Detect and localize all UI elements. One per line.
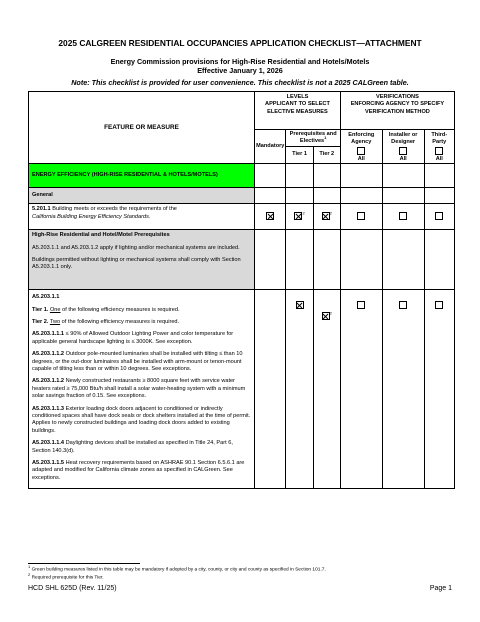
measure-number: A5.203.1.1.2 xyxy=(32,378,65,385)
feature-column-header: FEATURE OR MEASURE xyxy=(29,92,255,164)
footnote-marker: 2 xyxy=(28,572,31,577)
effective-date: Effective January 1, 2026 xyxy=(197,66,283,75)
installer-checkbox[interactable] xyxy=(399,301,407,309)
measure-number: A5.203.1.1.3 xyxy=(32,405,65,412)
third-party-header xyxy=(424,130,454,164)
checklist-table xyxy=(28,91,455,489)
measure-item xyxy=(32,440,251,455)
tier2-requirement xyxy=(32,319,251,326)
tier1-checkbox[interactable] xyxy=(294,210,305,220)
footnote-ref-2: 2 xyxy=(329,310,332,316)
footnote-marker: 1 xyxy=(28,564,31,569)
tier1-requirement xyxy=(32,307,251,314)
installer-label: Installer or Designer xyxy=(388,132,418,146)
high-rise-prerequisites-title: High-Rise Residential and Hotel/Motel Prerequisites xyxy=(32,232,170,239)
measure-item xyxy=(32,351,251,373)
enforcing-agency-all-label: All xyxy=(357,155,365,162)
prerequisites-label: Prerequisites and Electives xyxy=(289,130,337,145)
third-party-all-checkbox[interactable] xyxy=(435,147,443,155)
measure-number: 5.201.1 xyxy=(32,206,51,213)
measure-number: A5.203.1.1.4 xyxy=(32,440,65,447)
enforcing-agency-checkbox[interactable] xyxy=(357,212,365,220)
mandatory-header: Mandatory xyxy=(255,130,286,164)
measure-item xyxy=(32,406,251,436)
measure-a5203-cell xyxy=(29,290,255,489)
tier2-checkbox[interactable] xyxy=(322,312,330,320)
installer-all-label: All xyxy=(399,155,407,162)
footnote-text: Required prerequisite for this Tier. xyxy=(31,575,104,581)
measure-heading: A5.203.1.1 xyxy=(32,294,60,301)
verifications-subtitle: ENFORCING AGENCY TO SPECIFY VERIFICATION METHOD xyxy=(350,101,445,115)
footnote-2 xyxy=(28,572,104,581)
third-party-all-label: All xyxy=(435,155,443,162)
form-id: HCD SHL 625D (Rev. 11/25) xyxy=(28,585,117,592)
measure-item xyxy=(32,378,251,400)
enforcing-agency-all-checkbox[interactable] xyxy=(357,147,365,155)
tier1-checkbox[interactable] xyxy=(296,301,304,309)
tier2-checkbox[interactable] xyxy=(322,212,330,220)
mandatory-checkbox[interactable] xyxy=(266,212,274,220)
page-title: 2025 CALGREEN RESIDENTIAL OCCUPANCIES APPLICATION CHECKLIST—ATTACHMENT xyxy=(58,38,422,48)
measure-text: ≤ 90% of Allowed Outdoor Lighting Power and color temperature for applicable general hardscape lighting is ≤ 3000K. See exception. xyxy=(32,331,234,345)
verifications-title: VERIFICATIONS xyxy=(376,94,419,100)
page-number: Page 1 xyxy=(429,585,452,592)
measure-item xyxy=(32,460,251,482)
measure-number: A5.203.1.1.5 xyxy=(32,460,65,467)
tier2-requirement-label: Tier 2. xyxy=(32,318,49,325)
levels-subtitle: APPLICANT TO SELECT ELECTIVE MEASURES xyxy=(265,101,330,115)
footnote-ref-2: 2 xyxy=(302,210,305,216)
measure-text: Heat recovery requirements based on ASHRAE 90.1 Section 6.5.6.1 are adapted and modified for California climate zones as specified in CALGreen. See exceptions. xyxy=(32,460,245,481)
high-rise-prerequisites-text-1: A5.203.1.1 and A5.203.1.2 apply if lighting and/or mechanical systems are included. xyxy=(32,244,240,251)
enforcing-agency-checkbox[interactable] xyxy=(357,301,365,309)
high-rise-prerequisites-section xyxy=(29,230,255,290)
tier1-requirement-text: of the following efficiency measures is required. xyxy=(62,306,180,313)
prerequisites-header xyxy=(286,130,340,147)
installer-all-checkbox[interactable] xyxy=(399,147,407,155)
installer-checkbox[interactable] xyxy=(399,212,407,220)
tier2-header: Tier 2 xyxy=(313,147,340,164)
installer-header xyxy=(382,130,424,164)
section-energy-efficiency: ENERGY EFFICIENCY (HIGH-RISE RESIDENTIAL & HOTELS/MOTELS) xyxy=(29,164,255,188)
footnote-ref-1: 1 xyxy=(324,135,327,141)
measure-number: A5.203.1.1.1 xyxy=(32,331,65,338)
measure-text-italic: California Building Energy Efficiency Standards. xyxy=(32,213,151,220)
third-party-checkbox[interactable] xyxy=(435,212,443,220)
measure-text: Newly constructed restaurants ≥ 8000 square feet with service water heaters rated ≥ 75,000 Btu/h shall install a solar water-heating system with a minimum solar savings fraction of 0.15. See exceptions. xyxy=(32,378,246,400)
measure-text: Outdoor pole-mounted luminaries shall be installed with tilting ≤ than 10 degrees, or the out-door luminaires shall be installed with arm-mount or tenon-mount capable of tilting less than or within 10 degrees. See exceptions. xyxy=(32,351,243,372)
enforcing-agency-label: Enforcing Agency xyxy=(348,132,375,146)
measure-number: A5.203.1.1.2 xyxy=(32,351,65,358)
third-party-label: Third-Party xyxy=(431,132,448,146)
footnote-ref-2: 2 xyxy=(329,210,332,216)
measure-5201-cell xyxy=(29,204,255,230)
page-subtitle: Energy Commission provisions for High-Rise Residential and Hotels/Motels xyxy=(110,57,370,66)
section-general: General xyxy=(29,188,255,204)
disclaimer-note: Note: This checklist is provided for user convenience. This checklist is not a 2025 CALGreen table. xyxy=(71,78,409,87)
tier1-header: Tier 1 xyxy=(286,147,313,164)
measure-item xyxy=(32,331,251,346)
tier2-requirement-count: Two xyxy=(49,318,61,325)
tier2-requirement-text: of the following efficiency measures is required. xyxy=(61,318,180,325)
third-party-checkbox[interactable] xyxy=(435,301,443,309)
table-row xyxy=(29,204,455,230)
tier1-requirement-label: Tier 1. xyxy=(32,306,49,313)
levels-title: LEVELS xyxy=(286,94,309,100)
footnote-divider xyxy=(28,563,140,564)
tier1-requirement-count: One xyxy=(49,306,61,313)
measure-text: Daylighting devices shall be installed as specified in Title 24, Part 6, Section 140.3(d). xyxy=(32,440,233,454)
footnote-text: Green building measures listed in this table may be mandatory if adopted by a city, county, or city and county as specified in Section 101.7. xyxy=(31,567,326,573)
levels-header xyxy=(255,92,341,130)
high-rise-prerequisites-text-2: Buildings permitted without lighting or mechanical systems shall comply with Section A5.203.1.1 only. xyxy=(32,256,241,271)
footnote-1 xyxy=(28,564,326,573)
measure-text: Exterior loading dock doors adjacent to conditioned or indirectly conditioned spaces shall have dock seals or dock shelters installed at the time of permit. Applies to newly constructed buildings and loading dock doors added to existing buildings. xyxy=(32,405,251,434)
table-row xyxy=(29,290,455,489)
measure-text: Building meets or exceeds the requirements of the xyxy=(52,206,177,213)
enforcing-agency-header xyxy=(340,130,382,164)
verifications-header xyxy=(340,92,454,130)
